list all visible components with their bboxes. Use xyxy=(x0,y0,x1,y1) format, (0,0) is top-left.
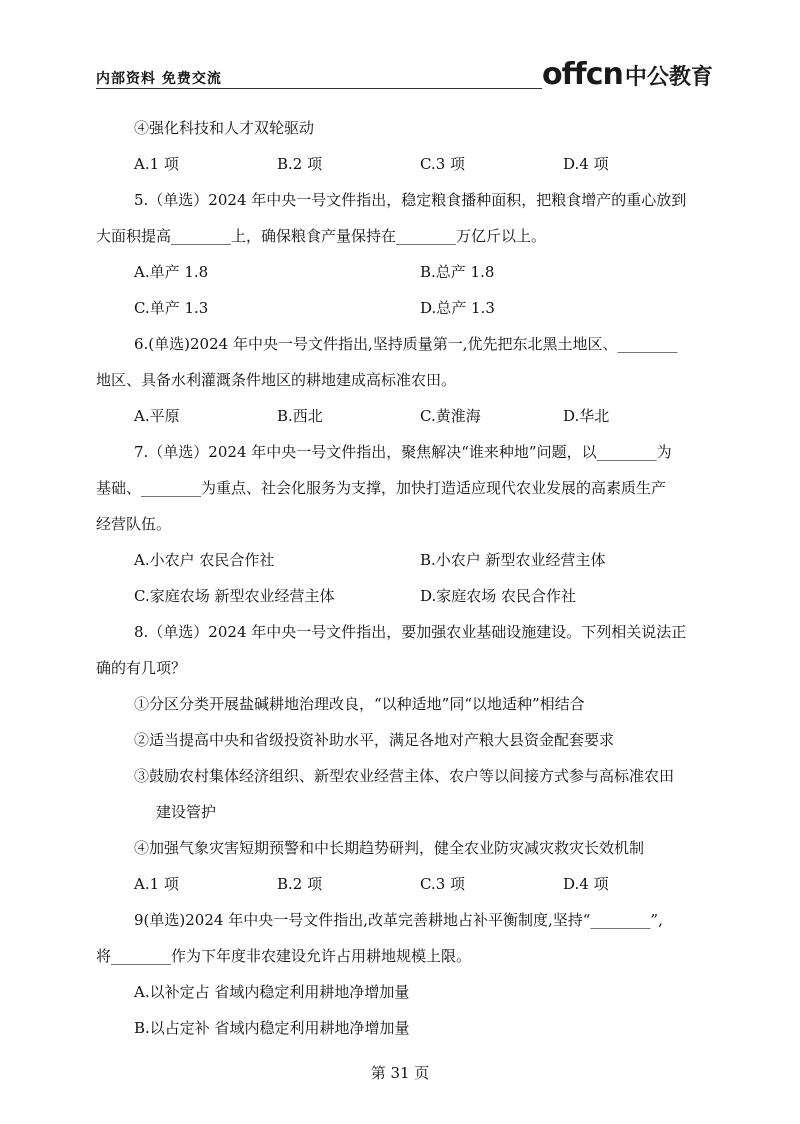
options-row xyxy=(96,866,706,902)
statement-3-cont: 建设管护 xyxy=(156,803,217,821)
question-5-cont: 大面积提高________上，确保粮食产量保持在________万亿斤以上。 xyxy=(96,227,547,245)
option-a: A.1 项 xyxy=(134,875,179,893)
option-a: A.单产 1.8 xyxy=(134,263,209,281)
page-number: 第 31 页 xyxy=(370,1064,430,1082)
option-c: C.黄淮海 xyxy=(420,407,481,425)
logo-mark: offcn xyxy=(542,57,623,92)
option-a: A.小农户 农民合作社 xyxy=(134,551,275,569)
option-c: C.3 项 xyxy=(420,875,466,893)
option-b: B.以占定补 省域内稳定利用耕地净增加量 xyxy=(134,1019,410,1037)
question-9: 9(单选)2024 年中央一号文件指出,改革完善耕地占补平衡制度,坚持“________”, xyxy=(134,911,663,929)
logo-text: 中公教育 xyxy=(624,65,713,90)
item-4: ④强化科技和人才双轮驱动 xyxy=(134,119,315,137)
offcn-logo xyxy=(542,57,713,92)
option-b: B.2 项 xyxy=(277,875,323,893)
options-row xyxy=(96,290,706,326)
option-b: B.总产 1.8 xyxy=(420,263,495,281)
option-b: B.小农户 新型农业经营主体 xyxy=(420,551,606,569)
statement-4: ④加强气象灾害短期预警和中长期趋势研判，健全农业防灾减灾救灾长效机制 xyxy=(134,839,645,857)
document-body xyxy=(96,110,706,1046)
question-6-cont: 地区、具备水利灌溉条件地区的耕地建成高标准农田。 xyxy=(96,371,457,389)
option-d: D.华北 xyxy=(563,407,610,425)
statement-2: ②适当提高中央和省级投资补助水平，满足各地对产粮大县资金配套要求 xyxy=(134,731,615,749)
options-row xyxy=(96,254,706,290)
question-8: 8.（单选）2024 年中央一号文件指出，要加强农业基础设施建设。下列相关说法正 xyxy=(134,623,687,641)
question-7: 7.（单选）2024 年中央一号文件指出，聚焦解决“谁来种地”问题，以________为 xyxy=(134,443,672,461)
option-d: D.总产 1.3 xyxy=(420,299,495,317)
question-9-cont: 将________作为下年度非农建设允许占用耕地规模上限。 xyxy=(96,947,472,965)
option-c: C.单产 1.3 xyxy=(134,299,209,317)
statement-1: ①分区分类开展盐碱耕地治理改良，“以种适地”同“以地适种”相结合 xyxy=(134,695,585,713)
question-7-cont: 基础、________为重点、社会化服务为支撑，加快打造适应现代农业发展的高素质生产 xyxy=(96,479,667,497)
header-rule xyxy=(96,88,542,89)
option-c: C.3 项 xyxy=(420,155,466,173)
question-7-cont: 经营队伍。 xyxy=(96,515,172,533)
question-8-cont: 确的有几项？ xyxy=(96,659,187,677)
option-d: D.4 项 xyxy=(563,875,609,893)
question-6: 6.(单选)2024 年中央一号文件指出,坚持质量第一,优先把东北黑土地区、________ xyxy=(134,335,678,353)
option-a: A.以补定占 省域内稳定利用耕地净增加量 xyxy=(134,983,410,1001)
option-d: D.家庭农场 农民合作社 xyxy=(420,587,577,605)
header-note: 内部资料 免费交流 xyxy=(96,71,222,87)
question-5: 5.（单选）2024 年中央一号文件指出，稳定粮食播种面积，把粮食增产的重心放到 xyxy=(134,191,687,209)
statement-3: ③鼓励农村集体经济组织、新型农业经营主体、农户等以间接方式参与高标准农田 xyxy=(134,767,675,785)
options-row xyxy=(96,542,706,578)
option-a: A.平原 xyxy=(134,407,180,425)
options-row xyxy=(96,398,706,434)
page-header xyxy=(96,52,713,92)
options-row xyxy=(96,578,706,614)
option-a: A.1 项 xyxy=(134,155,179,173)
option-b: B.西北 xyxy=(277,407,323,425)
option-c: C.家庭农场 新型农业经营主体 xyxy=(134,587,335,605)
option-d: D.4 项 xyxy=(563,155,609,173)
option-b: B.2 项 xyxy=(277,155,323,173)
options-row xyxy=(96,146,706,182)
